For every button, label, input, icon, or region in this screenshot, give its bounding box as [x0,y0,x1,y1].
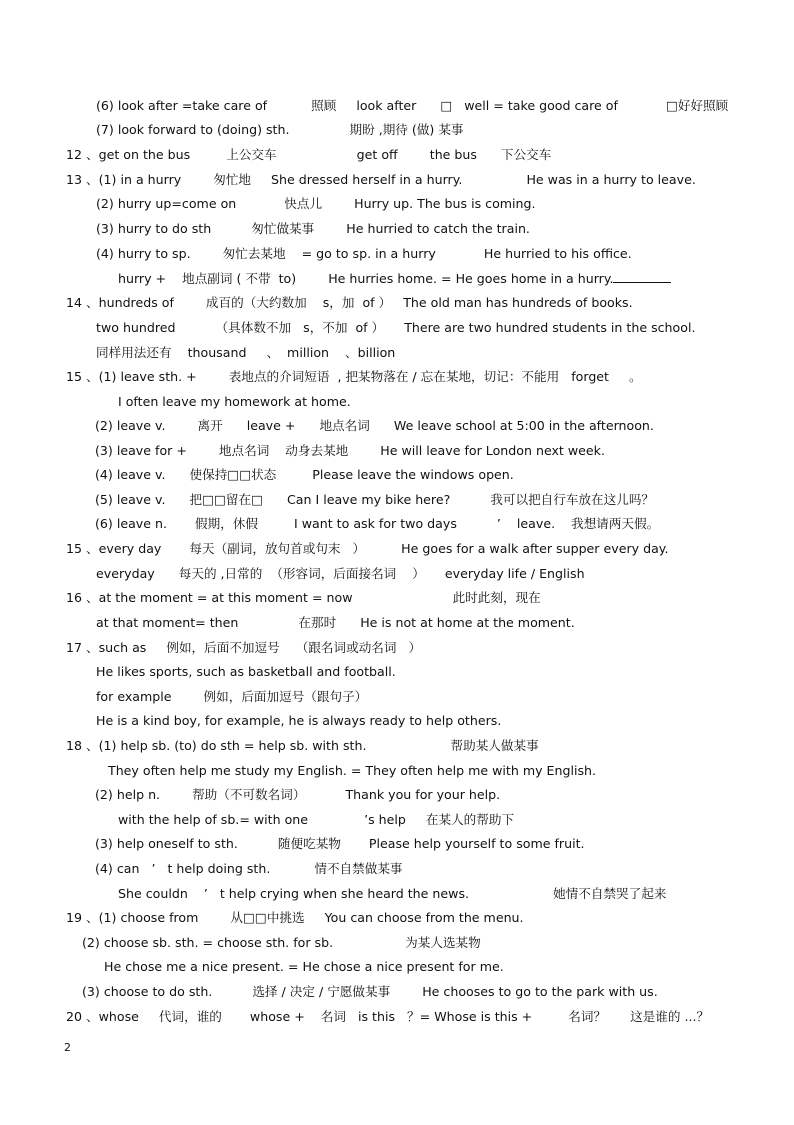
text-line-20-whose: 20 、whose 代词，谁的 whose + 名词 is this ？= Whose is this + 名词？ 这是谁的 ...？ [66,1009,710,1024]
text-line-18-4-cant-help: (4) can ’ t help doing sth. 情不自禁做某事 [95,861,403,876]
text-line-19-example-present: He chose me a nice present. = He chose a nice present for me. [104,959,504,974]
text-line-17-for-example: for example 例如，后面加逗号（跟句子） [96,689,368,704]
text-line-16-at-the-moment: 16 、at the moment = at this moment = now 此时此刻，现在 [66,590,541,605]
text-line-14-two-hundred: two hundred （具体数不加 s，不加 of ） There are two hundred students in the school. [96,320,696,335]
text-line-18-example-study: They often help me study my English. = They often help me with my English. [108,763,597,778]
text-line-17-example-kind-boy: He is a kind boy, for example, he is always ready to help others. [96,713,502,728]
text-line-15-5-leave-put: (5) leave v. 把□□留在□ Can I leave my bike here? 我可以把自行车放在这儿吗？ [95,492,655,507]
underline-blank [613,270,671,283]
text-line-15-everyday: everyday 每天的 ,日常的 （形容词，后面接名词 ） everyday life / English [96,566,585,581]
text-line-19-2-choose-sb: (2) choose sb. sth. = choose sth. for sb. 为某人选某物 [82,935,481,950]
text-line-15-4-leave-keep: (4) leave v. 使保持□□状态 Please leave the windows open. [95,467,514,482]
text-line-13-2-hurry-up: (2) hurry up=come on 快点儿 Hurry up. The bus is coming. [96,196,536,211]
text-line-18-2-help-n: (2) help n. 帮助（不可数名词） Thank you for your help. [95,787,501,802]
text-line-16-at-that-moment: at that moment= then 在那时 He is not at home at the moment. [96,615,575,630]
text-line-19-3-choose-to-do: (3) choose to do sth. 选择 / 决定 / 宁愿做某事 He chooses to go to the park with us. [82,984,658,999]
text-line-15-6-leave-n: (6) leave n. 假期，休假 I want to ask for two days ’ leave. 我想请两天假。 [95,516,660,531]
text-line-13-in-a-hurry: 13 、(1) in a hurry 匆忙地 She dressed herself in a hurry. He was in a hurry to leave. [66,172,696,187]
text-line-15-example-homework: I often leave my homework at home. [118,394,351,409]
text-line-12-get-on: 12 、get on the bus 上公交车 get off the bus 下公交车 [66,147,552,162]
text-line-13-hurry-adverb [118,270,671,286]
text-line-19-choose-from: 19 、(1) choose from 从□□中挑选 You can choose from the menu. [66,910,524,925]
page-number: 2 [64,1041,71,1054]
text-line-17-example-sports: He likes sports, such as basketball and football. [96,664,396,679]
text-line-14-hundreds: 14 、hundreds of 成百的（大约数加 s，加 of ） The old man has hundreds of books. [66,295,633,310]
text-line-13-4-hurry-to-sp: (4) hurry to sp. 匆忙去某地 = go to sp. in a hurry He hurried to his office. [96,246,632,261]
text-line-14-thousand: 同样用法还有 thousand 、 million 、billion [96,345,396,360]
hurry-adverb-text: hurry + 地点副词 ( 不带 to) He hurries home. = He goes home in a hurry. [118,271,614,286]
text-line-15-2-leave-v: (2) leave v. 离开 leave + 地点名词 We leave school at 5:00 in the afternoon. [95,418,654,433]
text-line-6-look-after: (6) look after =take care of 照顾 look after □ well = take good care of □好好照顾 [96,98,729,113]
text-line-17-such-as: 17 、such as 例如，后面不加逗号 （跟名词或动名词 ） [66,640,422,655]
text-line-18-example-crying: She couldn ’ t help crying when she heard the news. 她情不自禁哭了起来 [118,886,667,901]
text-line-18-help-sb: 18 、(1) help sb. (to) do sth = help sb. with sth. 帮助某人做某事 [66,738,539,753]
text-line-15-leave-sth: 15 、(1) leave sth. + 表地点的介词短语 , 把某物落在 / 忘在某地，切记：不能用 forget 。 [66,369,642,384]
text-line-13-3-hurry-to-do: (3) hurry to do sth 匆忙做某事 He hurried to catch the train. [96,221,530,236]
text-line-7-look-forward: (7) look forward to (doing) sth. 期盼 ,期待 (做) 某事 [96,122,464,137]
text-line-15-3-leave-for: (3) leave for + 地点名词 动身去某地 He will leave for London next week. [95,443,605,458]
text-line-15-every-day: 15 、every day 每天（副词，放句首或句末 ） He goes for a walk after supper every day. [66,541,669,556]
text-line-18-with-the-help: with the help of sb.= with one ’s help 在某人的帮助下 [118,812,515,827]
text-line-18-3-help-oneself: (3) help oneself to sth. 随便吃某物 Please help yourself to some fruit. [95,836,585,851]
